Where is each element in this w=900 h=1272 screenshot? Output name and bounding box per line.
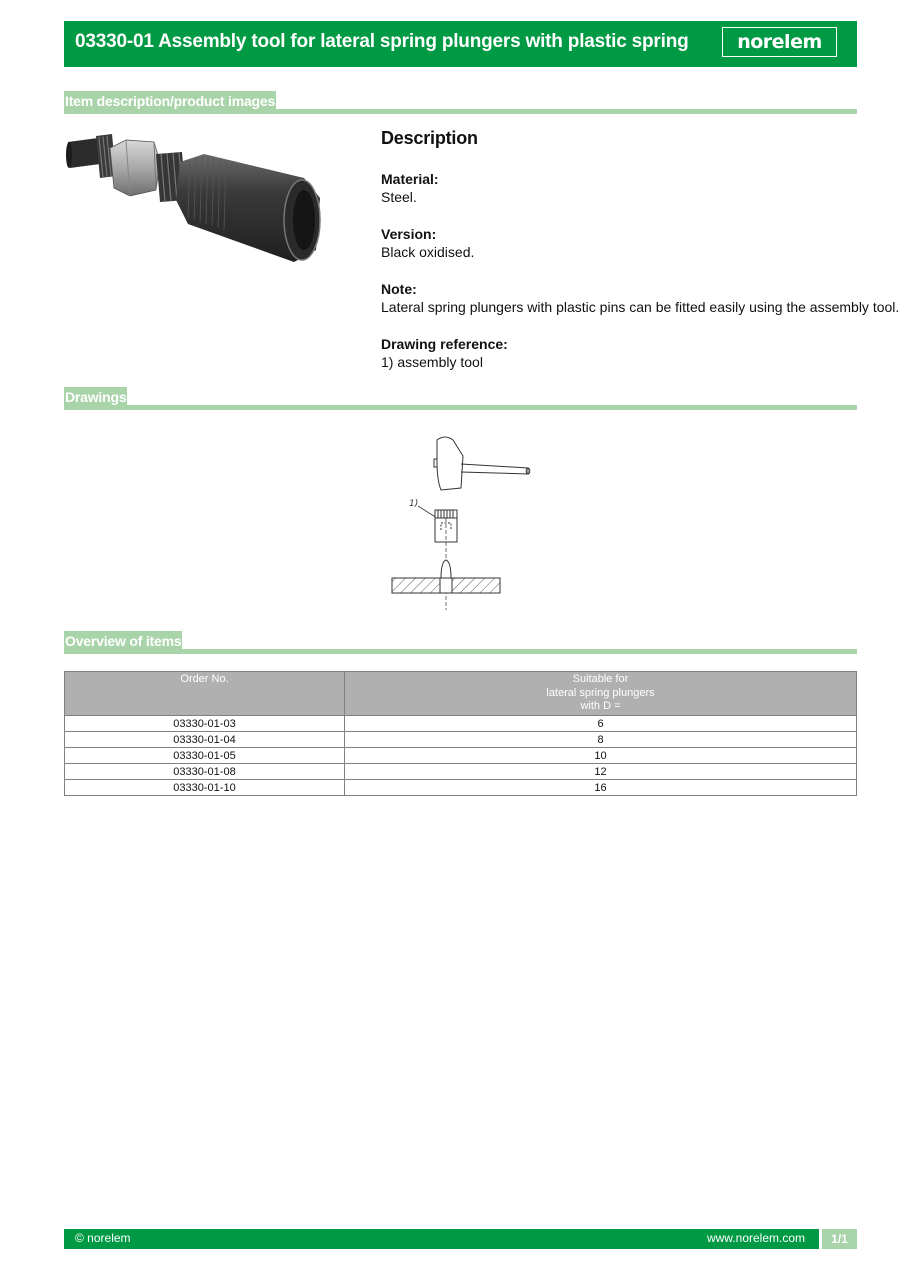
hex-nut	[110, 140, 160, 196]
page-title: 03330-01 Assembly tool for lateral spring plungers with plastic spring	[75, 31, 689, 52]
suitable-header-line3: with D =	[580, 700, 621, 712]
tool-body	[176, 154, 320, 262]
table-row	[65, 764, 857, 780]
technical-drawing	[385, 430, 535, 610]
section-label-drawings: Drawings	[65, 389, 127, 405]
page-header	[64, 21, 857, 67]
diameter-cell: 16	[345, 780, 857, 796]
table-row	[65, 732, 857, 748]
description-panel	[381, 128, 900, 390]
drawing-reference-block	[381, 335, 861, 372]
norelem-logo	[722, 27, 837, 57]
items-table	[64, 671, 857, 796]
order-no-cell: 03330-01-03	[65, 716, 345, 732]
order-no-cell: 03330-01-05	[65, 748, 345, 764]
version-block	[381, 225, 861, 262]
note-block	[381, 280, 900, 317]
diameter-cell: 10	[345, 748, 857, 764]
drawing-reference-label: Drawing reference:	[381, 336, 508, 352]
suitable-header-line2: lateral spring plungers	[546, 686, 655, 699]
order-no-cell: 03330-01-08	[65, 764, 345, 780]
section-overview	[64, 631, 857, 655]
footer-website-link[interactable]: www.norelem.com	[706, 1231, 805, 1245]
material-value: Steel.	[381, 189, 417, 205]
spring-plunger-drawing	[441, 560, 451, 578]
hammer-icon	[434, 437, 530, 490]
diameter-cell: 8	[345, 732, 857, 748]
table-row	[65, 716, 857, 732]
section-item-description	[64, 91, 857, 115]
table-header-row	[65, 672, 857, 716]
tool-pin	[66, 138, 100, 168]
suitable-for-header	[345, 672, 857, 716]
order-no-cell: 03330-01-10	[65, 780, 345, 796]
workpiece-plate	[392, 578, 500, 593]
section-label-item-description: Item description/product images	[65, 93, 276, 109]
order-no-header	[65, 672, 345, 716]
section-rule	[64, 405, 857, 410]
material-block	[381, 170, 861, 207]
section-label-overview: Overview of items	[65, 633, 182, 649]
table-row	[65, 748, 857, 764]
version-label: Version:	[381, 226, 437, 242]
diameter-cell: 12	[345, 764, 857, 780]
order-no-cell: 03330-01-04	[65, 732, 345, 748]
footer-page-number: 1/1	[819, 1229, 857, 1249]
logo-text: norelem	[737, 30, 822, 53]
diameter-cell: 6	[345, 716, 857, 732]
note-label: Note:	[381, 281, 417, 297]
page-footer	[64, 1229, 857, 1249]
order-no-header-text: Order No.	[180, 673, 229, 685]
drawing-reference-value: 1) assembly tool	[381, 354, 483, 370]
version-value: Black oxidised.	[381, 244, 475, 260]
material-label: Material:	[381, 171, 439, 187]
suitable-header-line1: Suitable for	[572, 673, 629, 685]
drawing-callout: 1)	[409, 499, 419, 509]
product-image	[64, 120, 324, 270]
section-drawings	[64, 387, 857, 411]
table-row	[65, 780, 857, 796]
footer-copyright: © norelem	[75, 1231, 131, 1245]
note-value: Lateral spring plungers with plastic pins can be fitted easily using the assembly tool.	[381, 299, 900, 315]
description-heading: Description	[381, 128, 478, 148]
section-rule	[64, 649, 857, 654]
